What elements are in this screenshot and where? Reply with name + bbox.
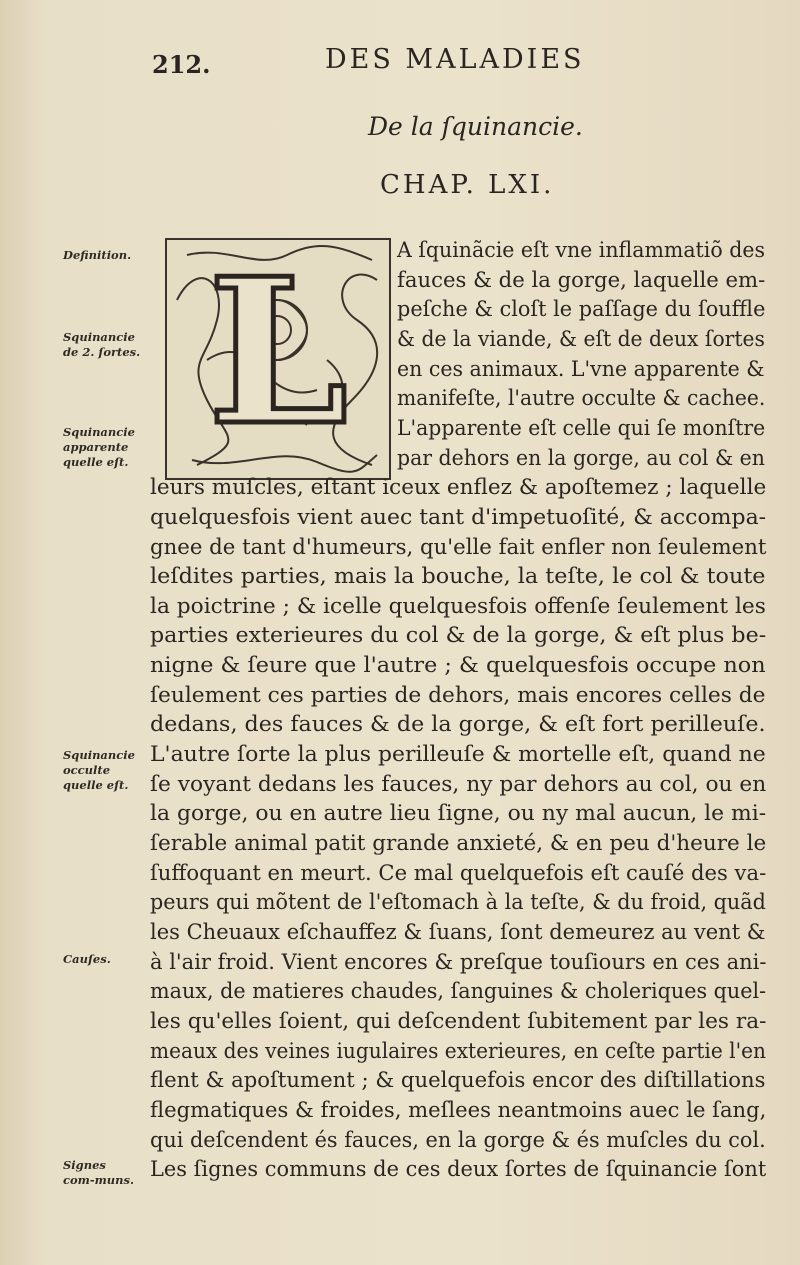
text-line: à l'air froid. Vient encores & preſque touſiours en ces ani-	[150, 949, 767, 974]
text-line: flegmatiques & froides, meſlees neantmoins auec le ſang,	[150, 1097, 767, 1122]
running-title: DES MALADIES	[325, 44, 585, 75]
initial-letter-glyph: L	[207, 240, 349, 470]
text-line: meaux des veines iugulaires exterieures, en ceſte partie l'en	[150, 1038, 766, 1063]
text-line: flent & apoſtument ; & quelquefois encor des diſtillations	[150, 1068, 766, 1093]
marginal-note: Squinancie occulte quelle eſt.	[63, 748, 135, 792]
marginal-note: Cauſes.	[63, 952, 111, 966]
marginal-note: Definition.	[63, 248, 132, 262]
text-line: Les ſignes communs de ces deux ſortes de ſquinancie ſont	[150, 1157, 767, 1182]
text-line: nigne & ſeure que l'autre ; & quelquesfois occupe non	[150, 653, 766, 678]
text-line: leurs muſcles, eſtant iceux enflez & apoſtemez ; laquelle	[150, 475, 767, 500]
text-line: A ſquinãcie eſt vne inflammatiõ des	[397, 238, 765, 262]
text-line: quelquesfois vient auec tant d'impetuoſité, & accompa-	[150, 504, 767, 529]
text-line: L'autre ſorte la plus perilleuſe & mortelle eſt, quand ne	[150, 742, 766, 767]
text-line: maux, de matieres chaudes, ſanguines & choleriques quel-	[150, 979, 767, 1004]
text-line: ſe voyant dedans les fauces, ny par dehors au col, ou en	[150, 771, 767, 796]
text-line: peſche & cloſt le paſſage du ſouffle	[397, 297, 766, 322]
text-line: qui deſcendent és fauces, en la gorge & és muſcles du col.	[150, 1127, 766, 1152]
marginal-note: Squinancie apparente quelle eſt.	[63, 425, 135, 469]
text-line: L'apparente eſt celle qui ſe monſtre	[397, 415, 766, 440]
text-line: leſdites parties, mais la bouche, la teſte, le col & toute	[150, 564, 766, 589]
text-line: les qu'elles ſoient, qui deſcendent ſubitement par les ra-	[150, 1008, 767, 1033]
text-line: en ces animaux. L'vne apparente &	[397, 356, 765, 381]
text-line: ſeulement ces parties de dehors, mais encores celles de	[150, 682, 766, 707]
text-line: par dehors en la gorge, au col & en	[397, 445, 765, 470]
text-line: parties exterieures du col & de la gorge, & eſt plus be-	[150, 623, 767, 648]
text-line: ſerable animal patit grande anxieté, & en peu d'heure le	[150, 831, 767, 855]
text-line: dedans, des fauces & de la gorge, & eſt fort perilleuſe.	[150, 712, 766, 737]
text-line: & de la viande, & eſt de deux ſortes	[397, 326, 765, 351]
page-header	[0, 42, 800, 82]
text-line: la gorge, ou en autre lieu ſigne, ou ny mal aucun, le mi-	[150, 801, 767, 826]
text-line: manifeſte, l'autre occulte & cachee.	[397, 386, 766, 411]
decorated-initial-letter	[165, 238, 391, 480]
marginal-note: Squinancie de 2. ſortes.	[63, 330, 141, 359]
page-number: 212.	[152, 50, 211, 79]
text-line: les Cheuaux eſchauffez & ſuans, ſont demeurez au vent &	[150, 919, 766, 944]
text-line: la poictrine ; & icelle quelquesfois offenſe ſeulement les	[150, 593, 766, 618]
ornament-image	[167, 240, 389, 478]
text-line: peurs qui mõtent de l'eſtomach à la teſte, & du froid, quãd	[150, 890, 766, 915]
text-line: gnee de tant d'humeurs, qu'elle fait enfler non ſeulement	[150, 534, 767, 559]
section-title: De la ſquinancie.	[368, 112, 583, 141]
chapter-heading: CHAP. LXI.	[380, 170, 555, 200]
marginal-note: Signes com-muns.	[63, 1158, 134, 1187]
text-line: ſuffoquant en meurt. Ce mal quelquefois eſt cauſé des va-	[150, 860, 767, 885]
text-line: fauces & de la gorge, laquelle em-	[397, 267, 766, 292]
